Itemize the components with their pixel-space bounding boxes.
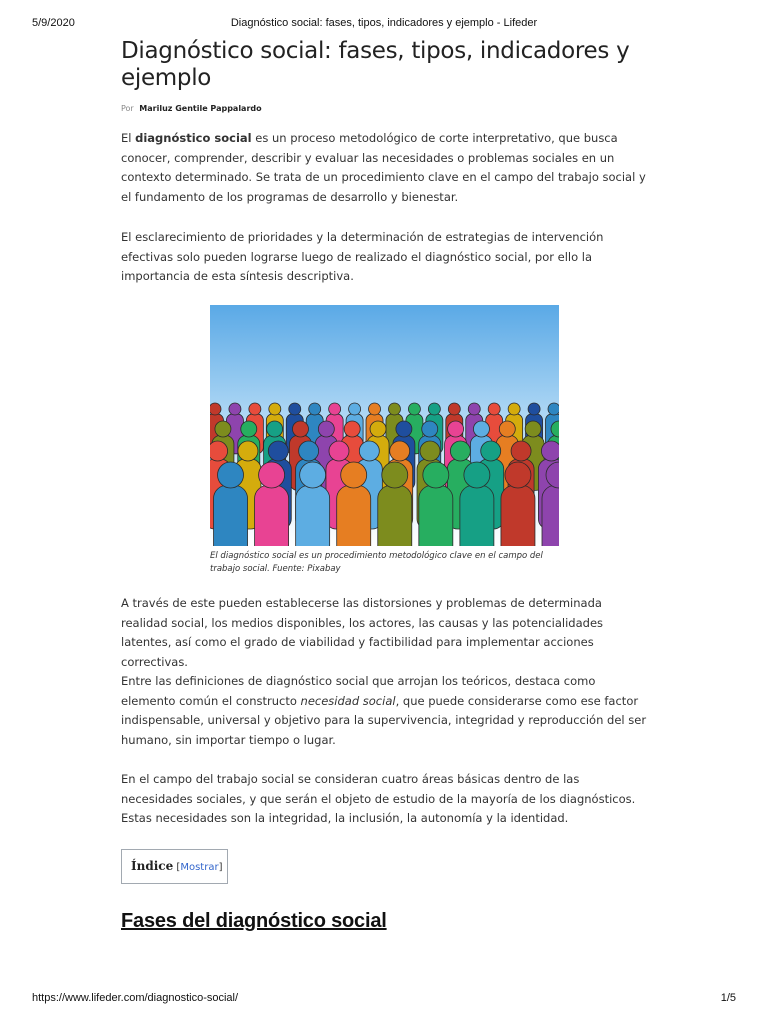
person-head [349,403,361,415]
person-head [505,462,531,488]
toc-toggle [173,862,222,873]
person-head [300,462,326,488]
person-head [473,421,489,437]
person-head [464,462,490,488]
person-body [501,485,535,546]
p1-post: es un proceso metodológico de corte interpretativo, que busca conocer, comprender, describir y evaluar las necesidades o problemas sociales en un contexto determinado. Se trata de un procedimiento clave en el campo del trabajo social y el fundamento de los programas de desarrollo y bienestar. [121,131,646,204]
person-head [448,421,464,437]
p4-italic-term: necesidad social [300,693,396,708]
paragraph-intro [121,129,651,207]
person-head [238,441,258,461]
figure [210,305,559,575]
person-head [210,403,221,415]
person-head [309,403,321,415]
person-head [511,441,531,461]
person-head [329,441,349,461]
person-body [337,485,371,546]
person-head [408,403,420,415]
person-head [448,403,460,415]
figure-caption: El diagnóstico social es un procedimiento metodológico clave en el campo del trabajo social. Fuente: Pixabay [210,551,543,574]
person-head [299,441,319,461]
person-head [215,421,231,437]
person-head [318,421,334,437]
person-head [259,462,285,488]
person-head [390,441,410,461]
person-head [268,441,288,461]
person-head [420,441,440,461]
print-page-title: Diagnóstico social: fases, tipos, indicadores y ejemplo - Lifeder [230,17,538,29]
person-body [255,485,289,546]
person-head [450,441,470,461]
person-head [359,441,379,461]
person-head [422,421,438,437]
person-head [548,403,559,415]
person-head [396,421,412,437]
print-url: https://www.lifeder.com/diagnostico-social/ [32,992,239,1004]
author-link[interactable]: Mariluz Gentile Pappalardo [139,104,262,113]
table-of-contents [121,849,228,884]
person-head [468,403,480,415]
person-head [269,403,281,415]
print-date: 5/9/2020 [32,17,75,29]
person-head [388,403,400,415]
person-body [214,485,248,546]
person-head [267,421,283,437]
person-head [481,441,501,461]
p1-pre: El [121,131,136,145]
person-head [525,421,541,437]
person-head [241,421,257,437]
person-head [341,462,367,488]
person-head [423,462,449,488]
p1-bold-term: diagnóstico social [135,131,252,145]
person-head [488,403,500,415]
toc-close-bracket: ] [218,862,223,873]
person-head [508,403,520,415]
person-head [329,403,341,415]
person-head [370,421,386,437]
person-body [542,485,559,546]
toc-open-bracket: [ [173,862,181,873]
paragraph-3: A través de este pueden establecerse las distorsiones y problemas de determinada realidad social, los medios disponibles, los actores, las causas y las potencialidades latentes, así como el grado de viabilidad y factibilidad para implementar acciones correctivas. [121,596,604,669]
toc-title: Índice [131,859,174,873]
article [121,38,651,932]
people-group [210,403,559,546]
person-head [382,462,408,488]
person-head [249,403,261,415]
person-head [499,421,515,437]
paragraph-5: En el campo del trabajo social se consideran cuatro áreas básicas dentro de las necesidades sociales, y que serán el objeto de estudio de la mayoría de los diagnósticos. Estas necesidades son la integridad, la inclusión, la autonomía y la identidad. [121,772,636,825]
person-head [289,403,301,415]
byline-prefix: Por [121,104,134,113]
paragraph-4 [121,672,651,750]
byline [121,104,651,113]
article-title: Diagnóstico social: fases, tipos, indicadores y ejemplo [121,38,630,91]
person-head [292,421,308,437]
person-body [378,485,412,546]
person-head [369,403,381,415]
person-body [296,485,330,546]
section-heading: Fases del diagnóstico social [121,910,387,932]
person-body [419,485,453,546]
person-body [460,485,494,546]
person-head [210,441,228,461]
crowd-illustration [210,305,559,546]
person-head [541,441,559,461]
toc-show-link[interactable]: Mostrar [180,862,219,873]
p4-pre: Entre las definiciones de diagnóstico social que arrojan los teóricos, destaca como elemento común el constructo [121,674,596,708]
person-head [218,462,244,488]
paragraph-2: El esclarecimiento de prioridades y la determinación de estrategias de intervención efectivas solo pueden lograrse luego de realizado el diagnóstico social, por ello la importancia de esta síntesis descriptiva. [121,230,604,283]
person-head [528,403,540,415]
person-head [428,403,440,415]
print-page-number: 1/5 [720,992,736,1004]
p4-post: , que puede considerarse como ese factor indispensable, universal y objetivo para la supervivencia, integridad y reproducción del ser humano, sin importar tiempo o lugar. [121,693,647,747]
person-head [229,403,241,415]
person-head [344,421,360,437]
